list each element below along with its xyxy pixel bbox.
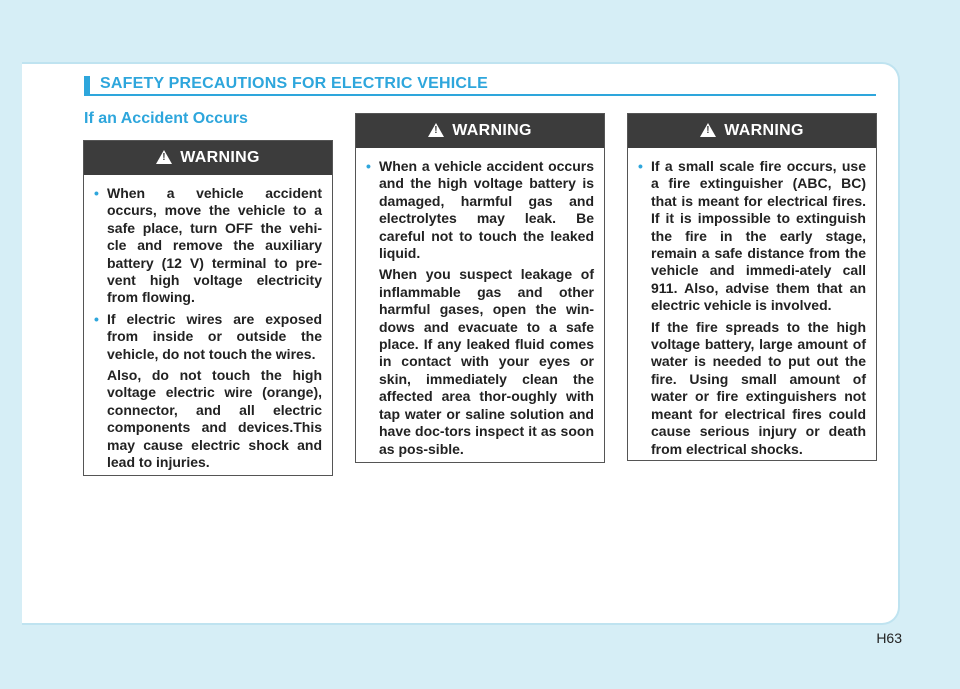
warning-header-label: WARNING xyxy=(452,122,532,139)
subheading: If an Accident Occurs xyxy=(84,110,248,127)
section-title: SAFETY PRECAUTIONS FOR ELECTRIC VEHICLE xyxy=(100,75,488,92)
warning-body xyxy=(628,148,876,466)
warning-header-label: WARNING xyxy=(724,122,804,139)
warning-bullet: • If electric wires are exposed from inside or outside the vehicle, do not touch the wires. xyxy=(94,311,322,363)
warning-box-2 xyxy=(355,113,605,463)
title-accent-bar xyxy=(84,76,90,94)
warning-box-3 xyxy=(627,113,877,461)
warning-triangle-icon xyxy=(156,150,172,164)
warning-header xyxy=(84,141,332,175)
warning-bullet: • If a small scale fire occurs, use a fire extinguisher (ABC, BC) that is meant for electrical fires. If it is impossible to extinguish the fire in the early stage, remain a safe distance from the vehicle and immedi-ately call 911. Also, advise them that an electric vehicle is involved. xyxy=(638,158,866,315)
warning-bullet: • When a vehicle accident occurs, move the vehicle to a safe place, turn OFF the vehi-cle and remove the auxiliary battery (12 V) terminal to pre-vent high voltage electricity from flowing. xyxy=(94,185,322,307)
warning-paragraph: Also, do not touch the high voltage electric wire (orange), connector, and all electric components and devices.This may cause electric shock and lead to injuries. xyxy=(107,367,322,471)
warning-header xyxy=(628,114,876,148)
warning-body xyxy=(84,175,332,480)
page-number: H63 xyxy=(876,630,902,646)
warning-triangle-icon xyxy=(700,123,716,137)
warning-box-1 xyxy=(83,140,333,476)
title-rule xyxy=(84,94,876,96)
warning-body xyxy=(356,148,604,466)
warning-header xyxy=(356,114,604,148)
warning-header-label: WARNING xyxy=(180,149,260,166)
warning-bullet: • When a vehicle accident occurs and the high voltage battery is damaged, harmful gas and electrolytes may leak. Be careful not to touch the leaked liquid. xyxy=(366,158,594,262)
warning-paragraph: If the fire spreads to the high voltage battery, large amount of water is needed to put out the fire. Using small amount of water or fire extinguishers not meant for electrical fires could cause serious injury or death from electrical shocks. xyxy=(651,318,866,457)
warning-paragraph: When you suspect leakage of inflammable gas and other harmful gases, open the win-dows and evacuate to a safe place. If any leaked fluid comes in contact with your eyes or skin, immediately clean the affected area thor-oughly with tap water or saline solution and have doc-tors inspect it as soon as pos-sible. xyxy=(379,266,594,457)
warning-triangle-icon xyxy=(428,123,444,137)
section-title-bar xyxy=(84,76,876,94)
